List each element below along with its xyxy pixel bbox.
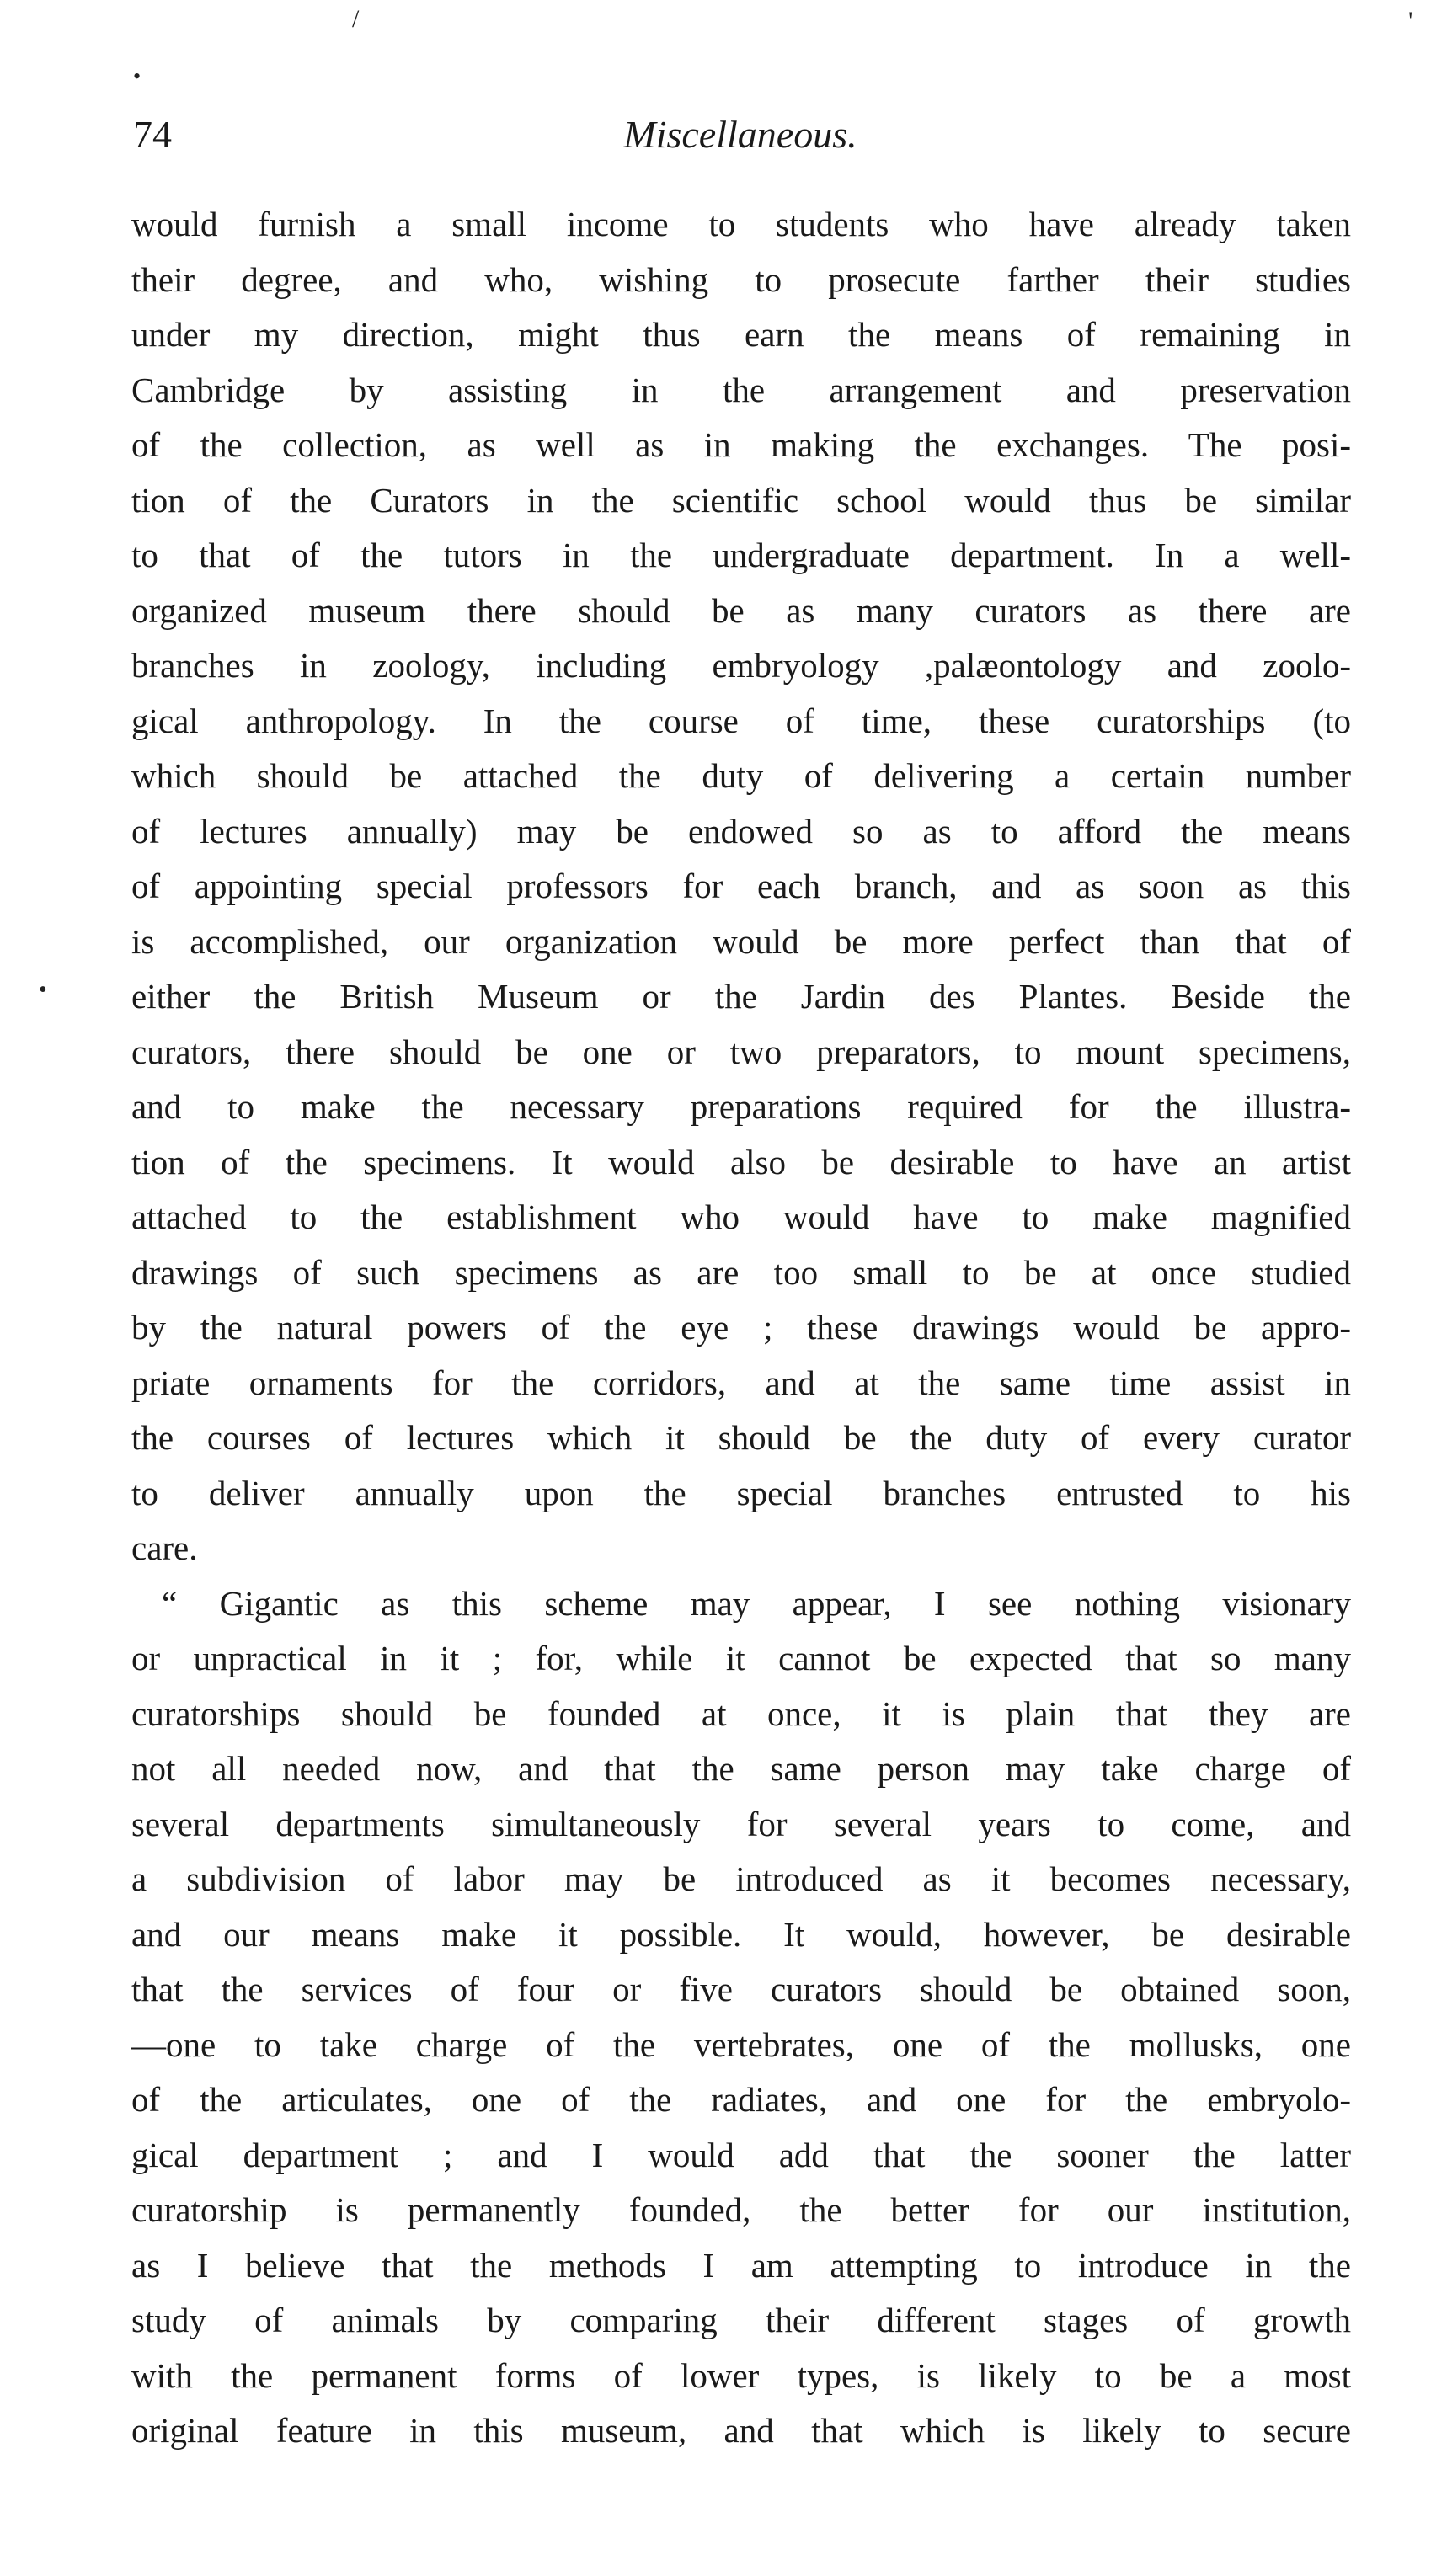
text-line: under my direction, might thus earn the means of remaining in	[131, 315, 1351, 354]
text-line: —one to take charge of the vertebrates, one of the mollusks, one	[131, 2024, 1351, 2064]
stray-dot-top-left: •	[133, 64, 141, 88]
text-line: curatorships should be founded at once, it is plain that they are	[131, 1693, 1351, 1733]
text-line: of the collection, as well as in making the exchanges. The posi-	[131, 425, 1351, 464]
text-line: would furnish a small income to students who have already taken	[131, 205, 1351, 243]
text-line: to deliver annually upon the special branches entrusted to his	[131, 1473, 1351, 1512]
text-line: drawings of such specimens as are too small to be at once studied	[131, 1252, 1351, 1292]
text-line: several departments simultaneously for several years to come, and	[131, 1804, 1351, 1843]
text-line: to that of the tutors in the undergraduate department. In a well-	[131, 536, 1351, 574]
text-line: gical anthropology. In the course of time, these curatorships (to	[131, 701, 1351, 740]
text-line: branches in zoology, including embryology ,palæontology and zoolo-	[131, 646, 1351, 685]
text-line: attached to the establishment who would have to make magnified	[131, 1197, 1351, 1236]
text-line: not all needed now, and that the same person may take charge of	[131, 1749, 1351, 1788]
text-line: “ Gigantic as this scheme may appear, I see nothing visionary	[162, 1583, 1351, 1623]
text-line: either the British Museum or the Jardin des Plantes. Beside the	[131, 977, 1351, 1016]
text-line: of the articulates, one of the radiates, and one for the embryolo-	[131, 2080, 1351, 2119]
text-line: priate ornaments for the corridors, and at the same time assist in	[131, 1363, 1351, 1402]
text-line: tion of the specimens. It would also be desirable to have an artist	[131, 1142, 1351, 1181]
text-line: the courses of lectures which it should be the duty of every curator	[131, 1418, 1351, 1457]
body-text	[131, 197, 1351, 2459]
text-line: of lectures annually) may be endowed so as to afford the means	[131, 811, 1351, 851]
text-line: study of animals by comparing their different stages of growth	[131, 2301, 1351, 2339]
text-line: care.	[131, 1528, 198, 1567]
text-line: gical department ; and I would add that the sooner the latter	[131, 2135, 1351, 2174]
text-line: as I believe that the methods I am attempting to introduce in the	[131, 2245, 1351, 2285]
text-line: a subdivision of labor may be introduced as it becomes necessary,	[131, 1859, 1351, 1898]
text-line: and to make the necessary preparations required for the illustra-	[131, 1087, 1351, 1126]
text-line: or unpractical in it ; for, while it cannot be expected that so many	[131, 1639, 1351, 1677]
text-line: tion of the Curators in the scientific school would thus be similar	[131, 480, 1351, 520]
text-line: and our means make it possible. It would, however, be desirable	[131, 1914, 1351, 1954]
paragraph-2	[131, 1576, 1351, 2459]
stray-mark-top: /	[352, 5, 360, 33]
text-line: is accomplished, our organization would be more perfect than that of	[131, 921, 1351, 961]
text-line: original feature in this museum, and that which is likely to secure	[131, 2411, 1351, 2450]
text-line: with the permanent forms of lower types, is likely to be a most	[131, 2355, 1351, 2395]
paragraph-1	[131, 197, 1351, 1576]
text-line: that the services of four or five curators should be obtained soon,	[131, 1970, 1351, 2008]
text-line: by the natural powers of the eye ; these drawings would be appro-	[131, 1308, 1351, 1347]
text-line: of appointing special professors for each branch, and as soon as this	[131, 867, 1351, 905]
text-line: curatorship is permanently founded, the better for our institution,	[131, 2190, 1351, 2229]
stray-dot-margin: •	[39, 977, 47, 1003]
text-line: their degree, and who, wishing to prosecute farther their studies	[131, 259, 1351, 299]
text-line: which should be attached the duty of delivering a certain number	[131, 756, 1351, 795]
text-line: curators, there should be one or two preparators, to mount specimens,	[131, 1032, 1351, 1071]
text-line: organized museum there should be as many curators as there are	[131, 590, 1351, 630]
text-line: Cambridge by assisting in the arrangement and preservation	[131, 370, 1351, 409]
page-header: Miscellaneous.	[623, 113, 857, 156]
running-head	[133, 109, 1348, 160]
stray-mark-top-right: '	[1408, 7, 1413, 35]
page-number: 74	[133, 113, 172, 156]
